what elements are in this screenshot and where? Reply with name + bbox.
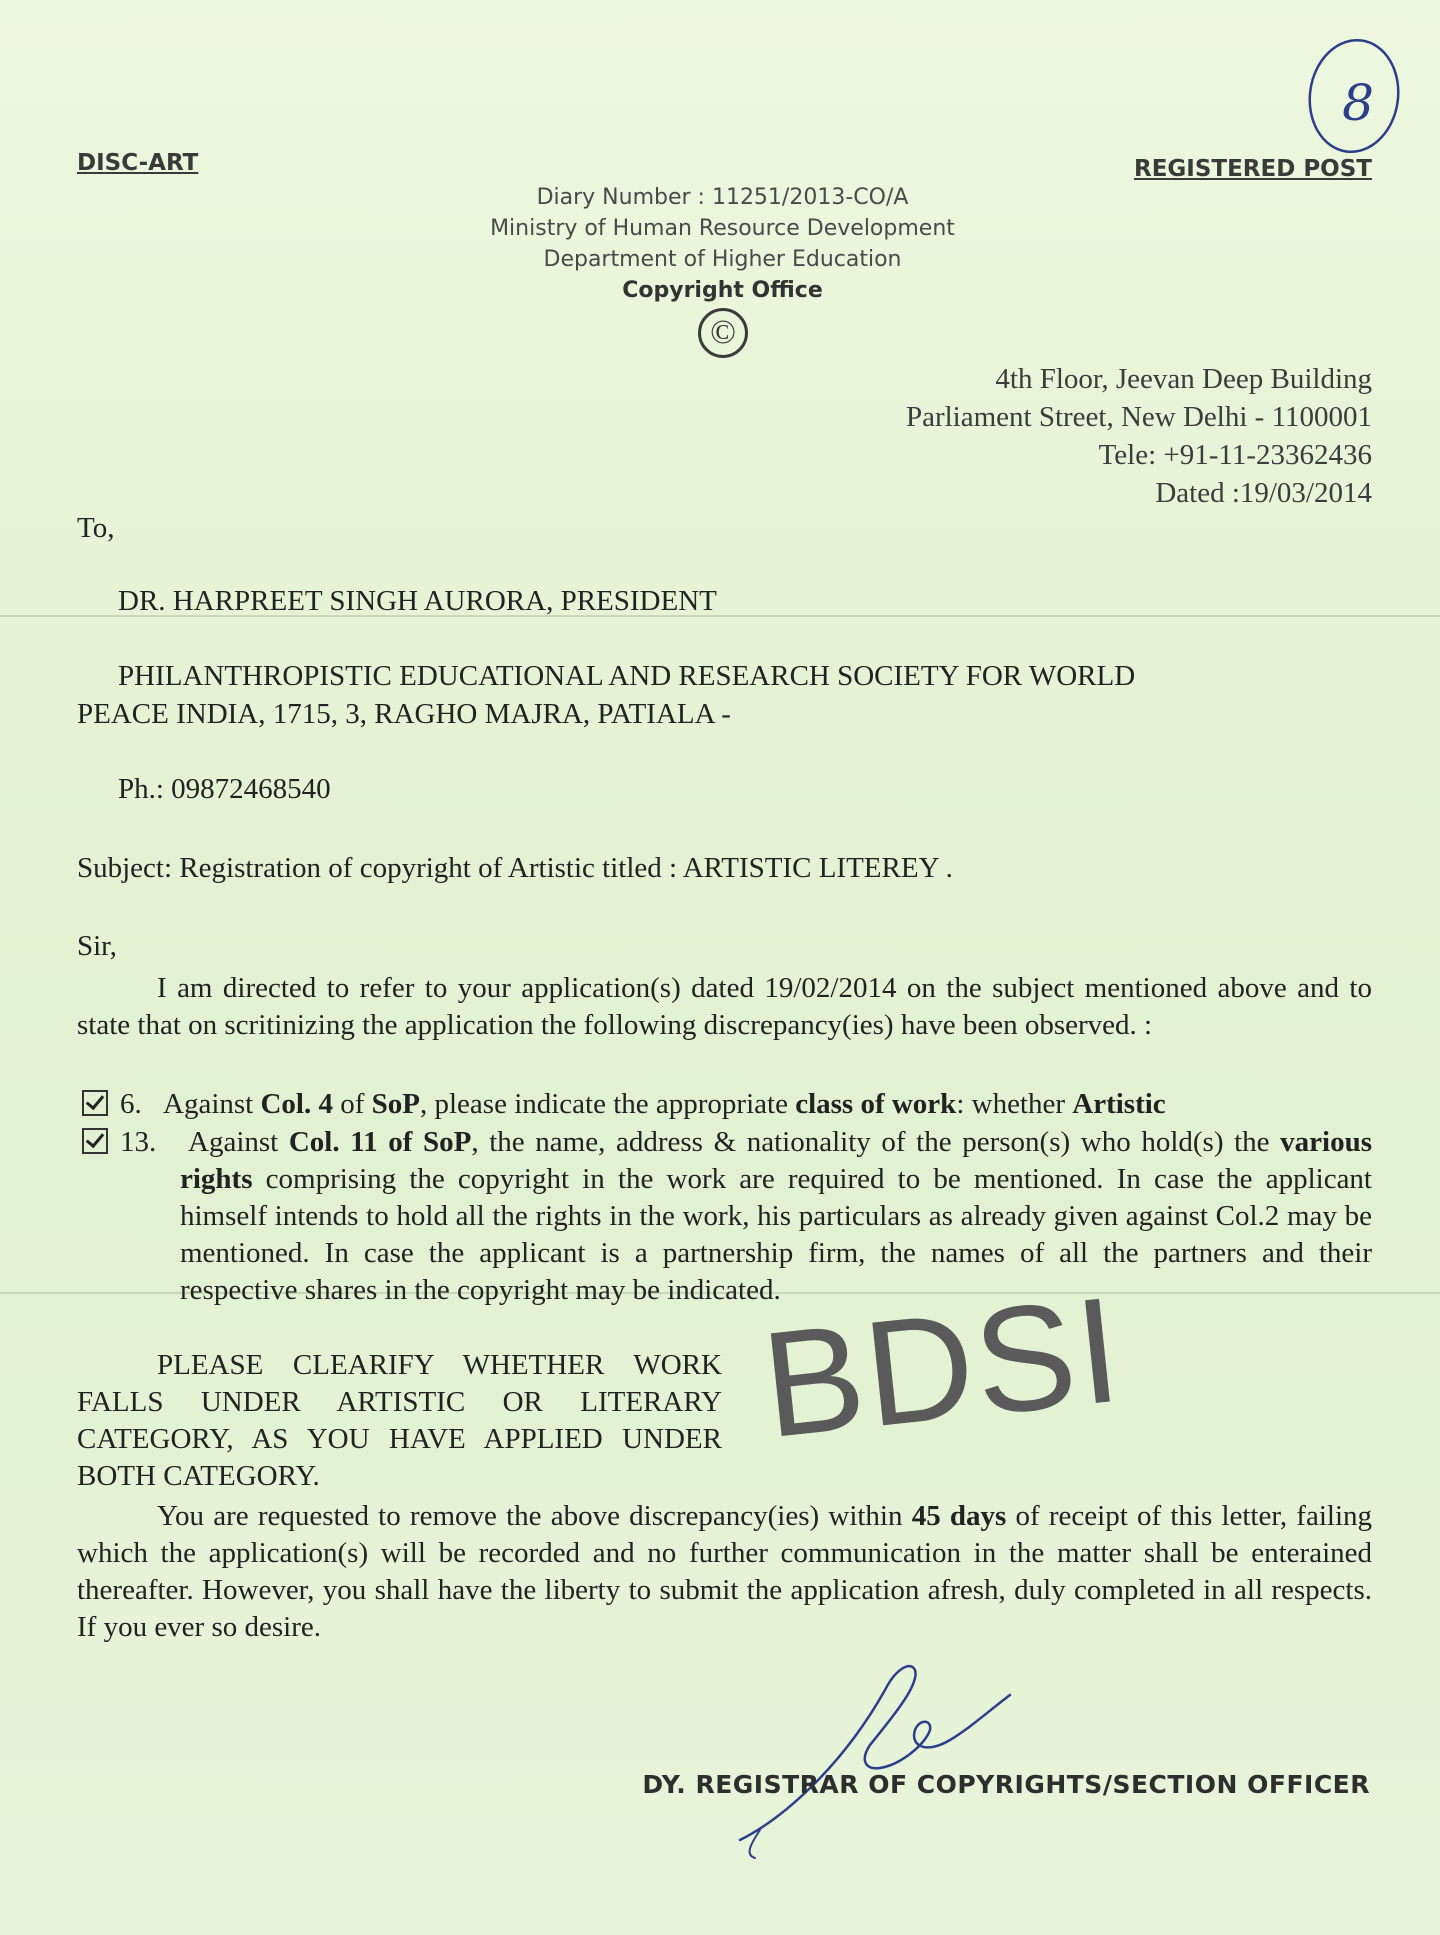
discrepancy-item <box>82 1124 156 1161</box>
margin-note-number: 8 <box>1342 74 1374 132</box>
to-label: To, <box>77 512 115 544</box>
discrepancy-item-text: Against Col. 11 of SoP, the name, address & nationality of the person(s) who hold(s) the various rights comprising the copyright in the work are required to be mentioned. In case the applicant himself intends to hold all the rights in the work, his particulars as already given against Col.2 may be mentioned. In case the applicant is a partnership firm, the names of all the partners and their respective shares in the copyright may be indicated. <box>180 1126 1372 1306</box>
margin-note-circle <box>1300 30 1410 160</box>
remark-paragraph: PLEASE CLEARIFY WHETHER WORK FALLS UNDER ARTISTIC OR LITERARY CATEGORY, AS YOU HAVE APPLIED UNDER BOTH CATEGORY. <box>77 1349 722 1492</box>
recipient-org-line-1: PHILANTHROPISTIC EDUCATIONAL AND RESEARCH SOCIETY FOR WORLD <box>118 660 1136 692</box>
registered-post-tag: REGISTERED POST <box>1133 156 1372 182</box>
office-name: Copyright Office <box>622 278 823 303</box>
checkbox-checked-icon <box>82 1128 108 1154</box>
address-line-1: 4th Floor, Jeevan Deep Building <box>995 363 1372 395</box>
intro-paragraph: I am directed to refer to your application(s) dated 19/02/2014 on the subject mentioned above and to state that on scritinizing the application the following discrepancy(ies) have been observed. : <box>77 972 1372 1041</box>
ministry-name: Ministry of Human Resource Development <box>490 216 955 241</box>
department-name: Department of Higher Education <box>543 247 902 272</box>
handwritten-signature <box>720 1650 1040 1865</box>
recipient-phone: Ph.: 09872468540 <box>118 773 331 805</box>
closing-paragraph: You are requested to remove the above discrepancy(ies) within 45 days of receipt of this letter, failing which the application(s) will be recorded and no further communication in the matter shall be enterained thereafter. However, you shall have the liberty to submit the application afresh, duly completed in all respects. If you ever so desire. <box>77 1500 1373 1643</box>
address-line-2: Parliament Street, New Delhi - 1100001 <box>905 401 1372 433</box>
salutation: Sir, <box>77 930 117 962</box>
item-number: 13. <box>120 1126 157 1158</box>
discrepancy-item: 6. Against Col. 4 of SoP, please indicate the appropriate class of work: whether Artistic <box>82 1086 1372 1123</box>
telephone: Tele: +91-11-23362436 <box>1098 439 1372 471</box>
bdsi-stamp: BDSI <box>755 1264 1129 1470</box>
signatory-title: DY. REGISTRAR OF COPYRIGHTS/SECTION OFFICER <box>642 1770 1370 1799</box>
disc-art-tag: DISC-ART <box>77 150 199 176</box>
diary-number: Diary Number : 11251/2013-CO/A <box>536 185 909 210</box>
date: Dated :19/03/2014 <box>1155 477 1372 509</box>
item-number: 6. <box>120 1088 142 1120</box>
recipient-org-line-2: PEACE INDIA, 1715, 3, RAGHO MAJRA, PATIALA - <box>77 698 731 730</box>
copyright-icon: © <box>698 308 748 358</box>
recipient-name: DR. HARPREET SINGH AURORA, PRESIDENT <box>118 585 717 617</box>
checkbox-checked-icon <box>82 1090 108 1116</box>
subject-line: Subject: Registration of copyright of Artistic titled : ARTISTIC LITEREY . <box>77 852 953 884</box>
